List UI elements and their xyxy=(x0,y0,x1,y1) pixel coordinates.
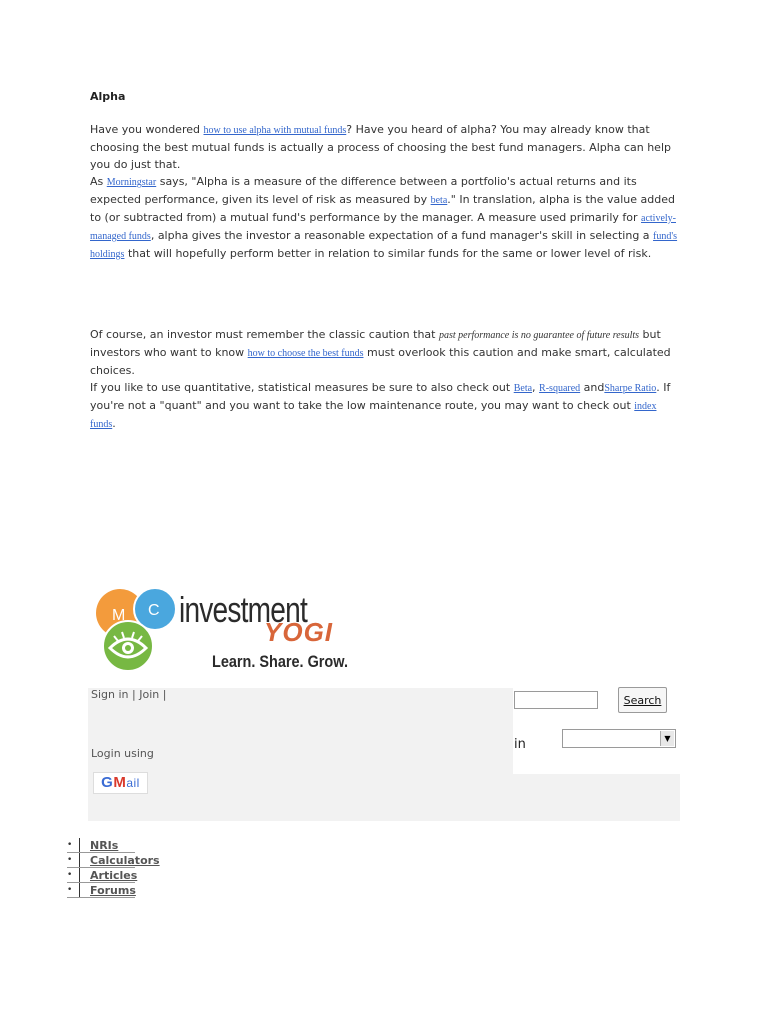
text: , xyxy=(532,381,540,394)
text: Of course, an investor must remember the classic caution that xyxy=(90,328,439,341)
link-morningstar[interactable]: Morningstar xyxy=(106,177,157,188)
logo-circles-icon xyxy=(92,586,182,674)
link-index-funds[interactable]: index funds xyxy=(90,401,657,430)
chevron-down-icon[interactable]: ▼ xyxy=(660,731,674,746)
join-link[interactable]: Join xyxy=(139,688,160,701)
gmail-g: G xyxy=(101,774,114,791)
link-sharpe-ratio[interactable]: Sharpe Ratio xyxy=(604,383,657,394)
sign-in-link[interactable]: Sign in xyxy=(91,688,129,701)
text: says, "Alpha is a measure of the difference between a portfolio's actual returns and its expected performance, given its level of risk as measured by xyxy=(90,175,637,206)
text: ." In translation, alpha is the value added to (or subtracted from) a mutual fund's performance by the manager. A measure used primarily for xyxy=(90,193,675,224)
gmail-m: M xyxy=(113,774,127,791)
nav-link-nris[interactable]: NRIs xyxy=(90,839,119,852)
text: ? Have you heard of alpha? You may already know that choosing the best mutual funds is actually a process of choosing the best fund managers. Alpha can help you do just that. xyxy=(90,123,671,171)
investment-yogi-logo[interactable] xyxy=(92,586,348,674)
text: Have you wondered xyxy=(90,123,204,136)
logo-brand-top: investment xyxy=(179,589,307,630)
nav-link-forums[interactable]: Forums xyxy=(90,884,136,897)
link-how-to-use-alpha[interactable]: how to use alpha with mutual funds xyxy=(203,125,347,136)
search-in-label: in xyxy=(514,737,526,752)
separator: | xyxy=(162,688,167,701)
login-using-label: Login using xyxy=(91,747,154,760)
link-beta[interactable]: beta xyxy=(430,195,448,206)
link-beta-2[interactable]: Beta xyxy=(513,383,533,394)
nav-rule xyxy=(67,897,135,898)
bullet-icon: • xyxy=(67,870,73,880)
nav-link-calculators[interactable]: Calculators xyxy=(90,854,160,867)
separator: | xyxy=(132,688,136,701)
search-button-label: Search xyxy=(623,693,662,707)
text: . xyxy=(112,417,116,430)
link-actively-managed-funds[interactable]: actively-managed funds xyxy=(90,213,676,242)
bullet-icon: • xyxy=(67,855,73,865)
bullet-icon: • xyxy=(67,840,73,850)
gmail-ail: ail xyxy=(126,776,140,790)
search-category-select[interactable] xyxy=(562,729,676,748)
text: but investors who want to know xyxy=(90,328,661,359)
search-input[interactable] xyxy=(514,691,598,709)
gmail-login-button[interactable] xyxy=(93,772,148,794)
logo-letter-m: M xyxy=(112,607,126,624)
article-title: Alpha xyxy=(90,90,126,103)
text: , alpha gives the investor a reasonable expectation of a fund manager's skill in selecting a xyxy=(150,229,654,242)
article-paragraph-2 xyxy=(90,326,680,433)
emphasis-past-performance: past performance is no guarantee of future results xyxy=(438,330,640,341)
text: must overlook this caution and make smart, calculated choices. xyxy=(90,346,671,377)
nav-divider xyxy=(79,838,80,898)
link-r-squared[interactable]: R-squared xyxy=(539,383,581,394)
login-panel-bottom xyxy=(88,774,680,821)
logo-tagline: Learn. Share. Grow. xyxy=(212,652,348,671)
article xyxy=(90,90,680,433)
nav-link-articles[interactable]: Articles xyxy=(90,869,138,882)
text: and xyxy=(580,381,605,394)
text: If you like to use quantitative, statistical measures be sure to also check out xyxy=(90,381,514,394)
search-button[interactable] xyxy=(618,687,667,713)
link-how-to-choose-best-funds[interactable]: how to choose the best funds xyxy=(247,348,364,359)
article-paragraph-1 xyxy=(90,121,680,263)
text: . If you're not a "quant" and you want to take the low maintenance route, you may want to check out xyxy=(90,381,671,412)
text: As xyxy=(90,175,107,188)
logo-brand-yogi: YOGI xyxy=(264,617,334,647)
logo-letter-c: C xyxy=(148,602,160,619)
text: that will hopefully perform better in relation to similar funds for the same or lower level of risk. xyxy=(124,247,652,260)
bullet-icon: • xyxy=(67,885,73,895)
link-funds-holdings[interactable]: fund's holdings xyxy=(90,231,678,260)
auth-links xyxy=(91,688,166,701)
